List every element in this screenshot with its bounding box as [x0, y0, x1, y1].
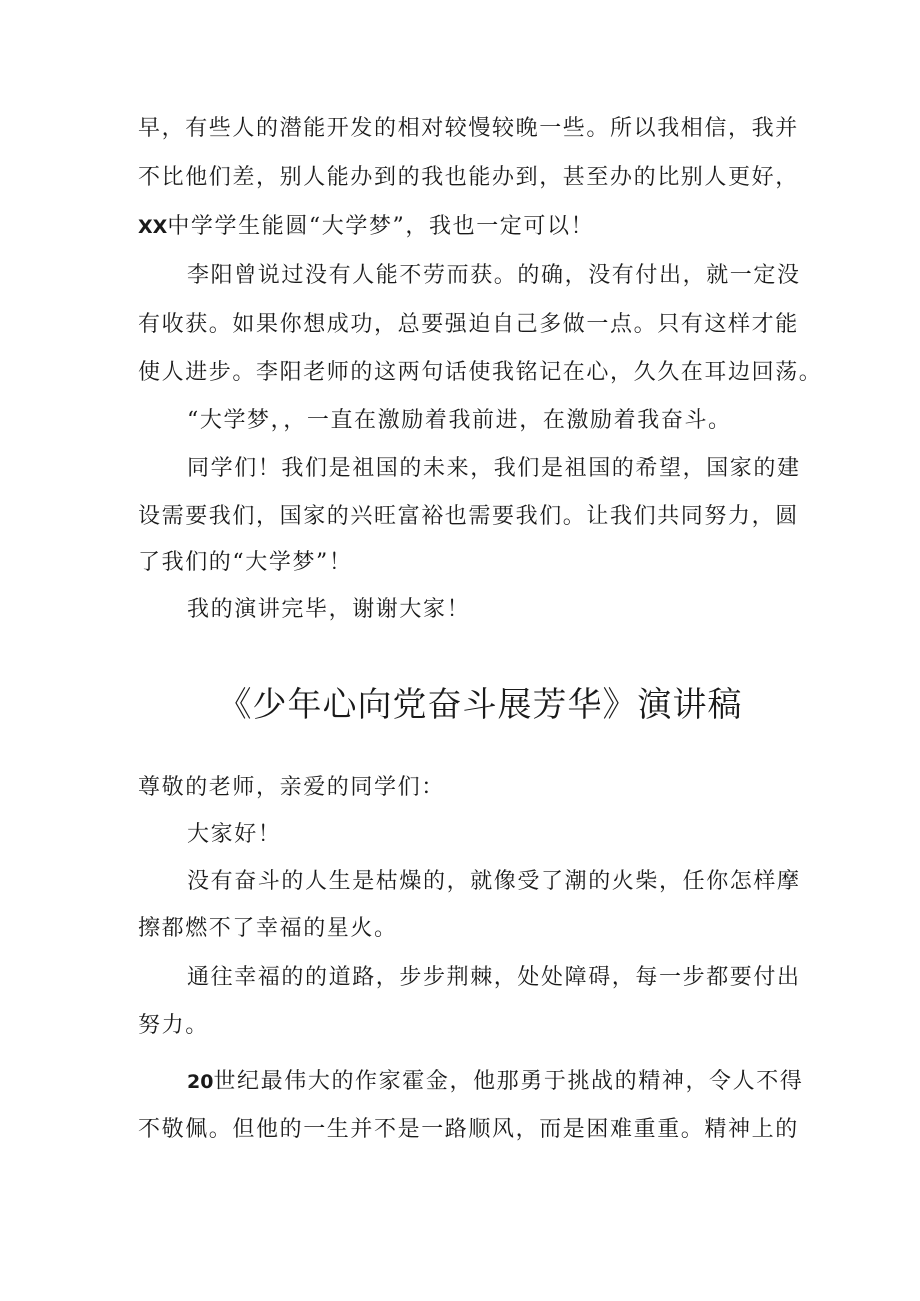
paragraph-line: 不敬佩。但他的一生并不是一路顺风，而是困难重重。精神上的 [138, 1117, 799, 1142]
paragraph-line: 早，有些人的潜能开发的相对较慢较晚一些。所以我相信，我并 [138, 116, 799, 141]
paragraph-line: 了我们的“大学梦”！ [138, 550, 353, 575]
text-span: 世纪最伟大的作家霍金，他那勇于挑战的精神，令人不得 [213, 1069, 804, 1094]
paragraph-line: 有收获。如果你想成功，总要强迫自己多做一点。只有这样才能 [138, 312, 799, 337]
text-prefix: XX [138, 216, 168, 238]
text-prefix: 20 [187, 1071, 214, 1093]
speech-title: 《少年心向党奋斗展芳华》演讲稿 [217, 685, 743, 725]
text-span: 中学学生能圆“大学梦”，我也一定可以！ [167, 214, 595, 239]
paragraph-line [187, 1066, 804, 1098]
paragraph-line [138, 211, 788, 243]
paragraph-line: 使人进步。李阳老师的这两句话使我铭记在心，久久在耳边回荡。 [138, 360, 823, 385]
paragraph-line: 设需要我们，国家的兴旺富裕也需要我们。让我们共同努力，圆 [138, 504, 799, 529]
paragraph-line: 擦都燃不了幸福的星火。 [138, 916, 398, 941]
greeting: 大家好！ [187, 822, 282, 847]
paragraph-line: “大学梦，，一直在激励着我前进，在激励着我奋斗。 [187, 408, 732, 433]
salutation: 尊敬的老师，亲爱的同学们： [138, 775, 445, 800]
paragraph-line: 努力。 [138, 1013, 209, 1038]
paragraph-line: 李阳曾说过没有人能不劳而获。的确，没有付出，就一定没 [187, 263, 801, 288]
paragraph-line: 通往幸福的的道路，步步荆棘，处处障碍，每一步都要付出 [187, 965, 801, 990]
paragraph-line: 不比他们差，别人能办到的我也能办到，甚至办的比别人更好， [138, 165, 799, 190]
paragraph-line: 我的演讲完毕，谢谢大家！ [187, 597, 471, 622]
paragraph-line: 同学们！我们是祖国的未来，我们是祖国的希望，国家的建 [187, 456, 801, 481]
paragraph-line: 没有奋斗的人生是枯燥的，就像受了潮的火柴，任你怎样摩 [187, 869, 801, 894]
